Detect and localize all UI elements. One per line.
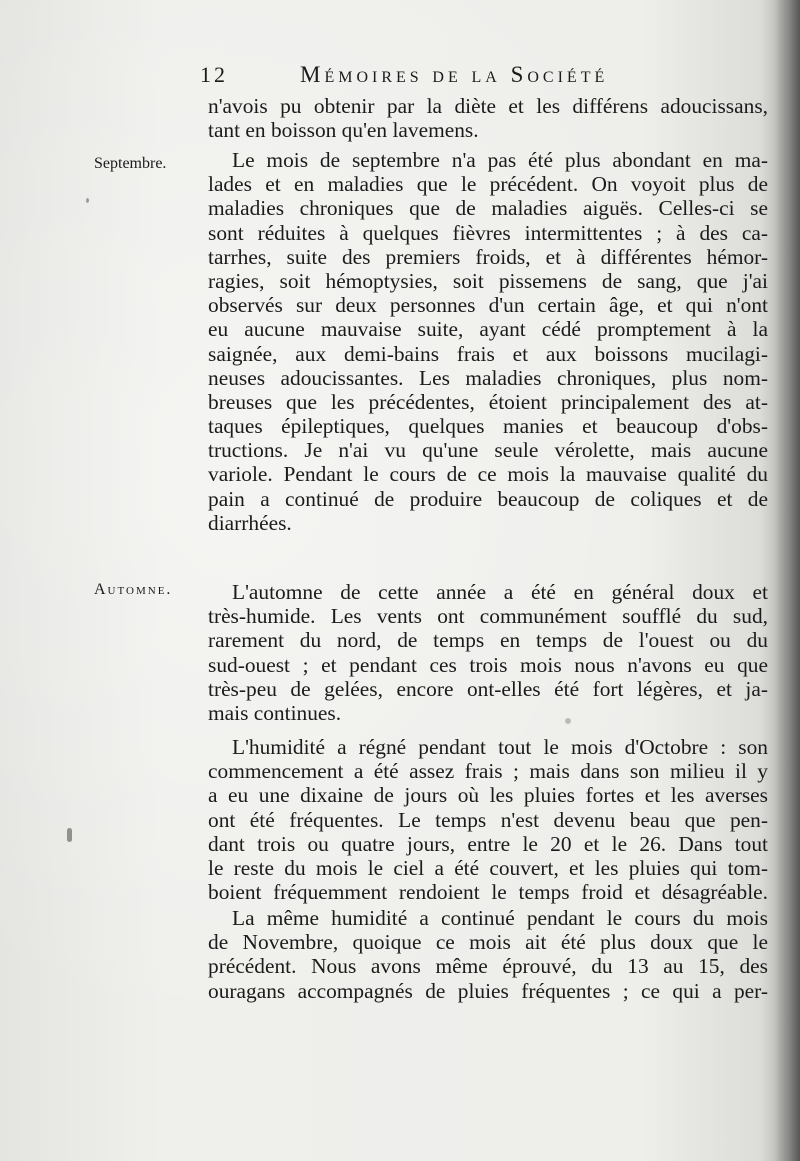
page-number: 12 bbox=[200, 62, 228, 87]
text-line: L'automne de cette année a été en général doux et bbox=[232, 580, 768, 604]
text-line: neuses adoucissantes. Les maladies chroniques, plus nom- bbox=[208, 365, 768, 390]
text-line: très-humide. Les vents ont communément soufflé du sud, bbox=[208, 604, 768, 629]
text-line: observés sur deux personnes d'un certain âge, et qui n'ont bbox=[208, 293, 768, 318]
page-header bbox=[200, 62, 700, 92]
text-line: mais continues. bbox=[208, 700, 342, 725]
text-line: commencement a été assez frais ; mais dans son milieu il y bbox=[208, 759, 768, 784]
text-line: La même humidité a continué pendant le cours du mois bbox=[232, 906, 768, 930]
text-line: précédent. Nous avons même éprouvé, du 13 au 15, des bbox=[208, 954, 768, 979]
text-line: diarrhées. bbox=[208, 510, 292, 535]
text-line: sont réduites à quelques fièvres intermittentes ; à des ca- bbox=[208, 220, 768, 245]
text-line: boient fréquemment rendoient le temps froid et désagréable. bbox=[208, 880, 768, 905]
text-line: a eu une dixaine de jours où les pluies fortes et les averses bbox=[208, 783, 768, 808]
text-line: breuses que les précédentes, étoient principalement des at- bbox=[208, 389, 768, 414]
text-line: très-peu de gelées, encore ont-elles été fort légères, et ja- bbox=[208, 676, 768, 701]
margin-note-automne: Automne. bbox=[94, 581, 173, 598]
text-line: Le mois de septembre n'a pas été plus abondant en ma- bbox=[232, 148, 768, 172]
text-line: le reste du mois le ciel a été couvert, et les pluies qui tom- bbox=[208, 855, 768, 880]
text-line: sud-ouest ; et pendant ces trois mois nous n'avons eu que bbox=[208, 652, 768, 677]
text-line: eu aucune mauvaise suite, ayant cédé promptement à la bbox=[208, 317, 768, 342]
paragraph-novembre bbox=[208, 906, 768, 1003]
paragraph-septembre bbox=[208, 148, 768, 535]
text-line: L'humidité a régné pendant tout le mois d'Octobre : son bbox=[232, 735, 768, 759]
paragraph-octobre bbox=[208, 735, 768, 904]
text-line: taques épileptiques, quelques manies et beaucoup d'obs- bbox=[208, 414, 768, 439]
paragraph-continuation bbox=[208, 94, 768, 142]
text-line: maladies chroniques que de maladies aiguës. Celles-ci se bbox=[208, 196, 768, 221]
paragraph-automne bbox=[208, 580, 768, 725]
ink-speck bbox=[86, 198, 89, 203]
binding-shadow bbox=[774, 0, 800, 1161]
running-title: Mémoires de la Société bbox=[300, 62, 609, 87]
text-line: rarement du nord, de temps en temps de l'ouest ou du bbox=[208, 628, 768, 653]
text-line: n'avois pu obtenir par la diète et les différens adoucissans, bbox=[208, 94, 768, 118]
text-line: tant en boisson qu'en lavemens. bbox=[208, 118, 479, 143]
text-line: lades et en maladies que le précédent. On voyoit plus de bbox=[208, 172, 768, 197]
margin-note-septembre: Septembre. bbox=[94, 155, 167, 172]
text-line: tarrhes, suite des premiers froids, et à différentes hémor- bbox=[208, 244, 768, 269]
ink-speck bbox=[67, 828, 72, 842]
text-line: tructions. Je n'ai vu qu'une seule vérolette, mais aucune bbox=[208, 438, 768, 463]
text-line: saignée, aux demi-bains frais et aux boissons mucilagi- bbox=[208, 341, 768, 366]
text-line: dant trois ou quatre jours, entre le 20 et le 26. Dans tout bbox=[208, 831, 768, 856]
text-line: ouragans accompagnés de pluies fréquentes ; ce qui a per- bbox=[208, 978, 768, 1003]
text-line: variole. Pendant le cours de ce mois la mauvaise qualité du bbox=[208, 462, 768, 487]
text-line: pain a continué de produire beaucoup de coliques et de bbox=[208, 486, 768, 511]
text-line: ont été fréquentes. Le temps n'est devenu beau que pen- bbox=[208, 807, 768, 832]
text-line: de Novembre, quoique ce mois ait été plus doux que le bbox=[208, 930, 768, 955]
text-line: ragies, soit hémoptysies, soit pissemens de sang, que j'ai bbox=[208, 268, 768, 293]
